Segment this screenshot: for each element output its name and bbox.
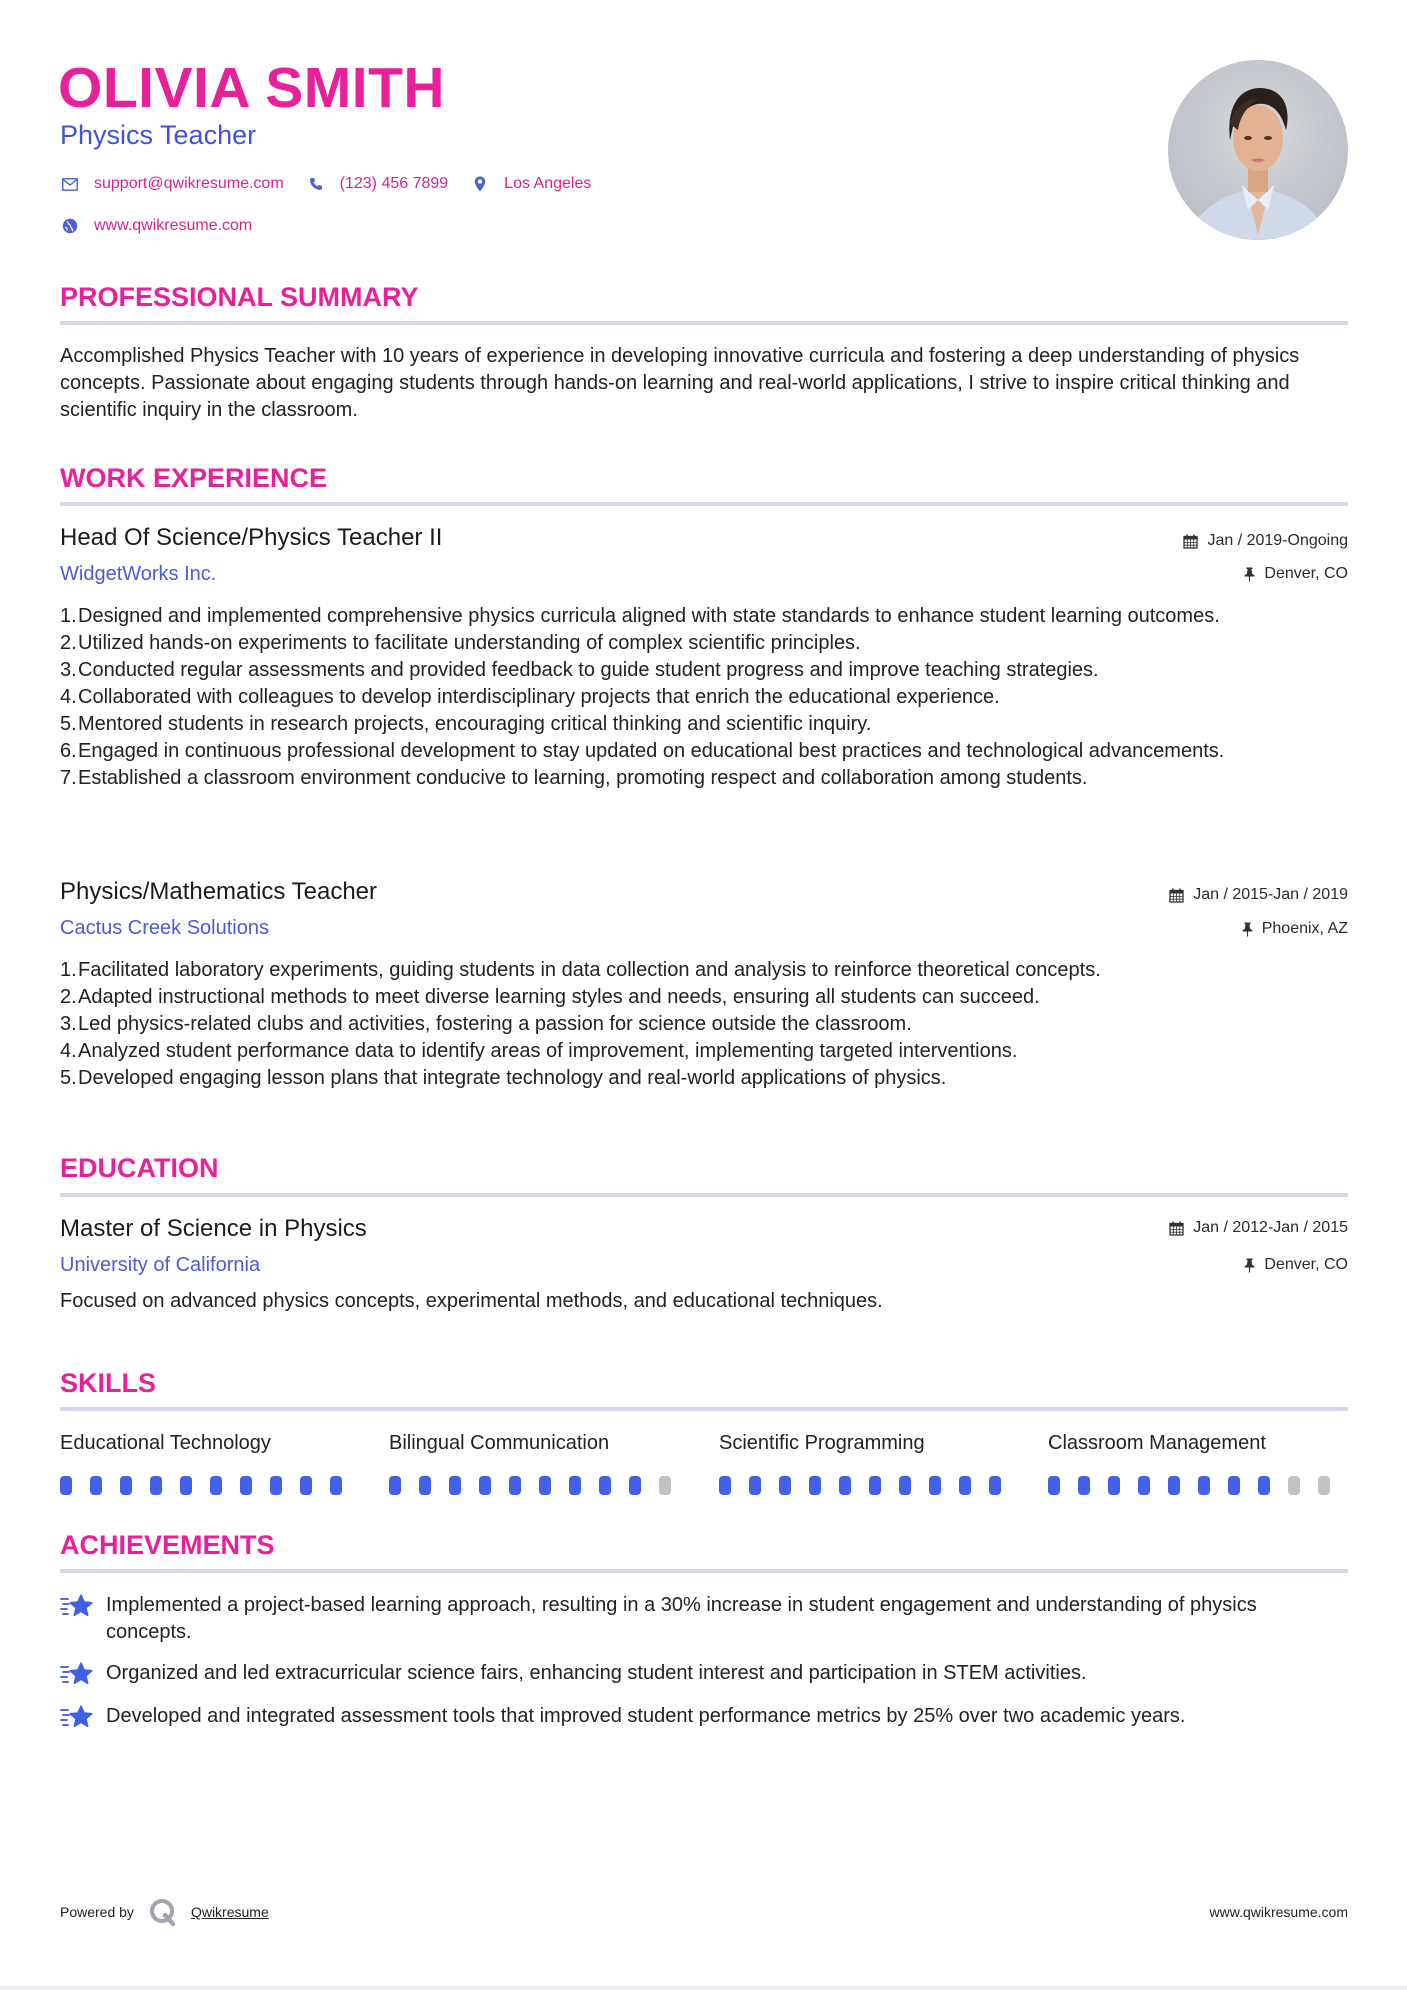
- section-divider: [60, 321, 1348, 325]
- rating-dot-filled: [599, 1476, 611, 1495]
- rating-dot-filled: [180, 1476, 192, 1495]
- rating-dot-filled: [929, 1476, 941, 1495]
- contact-email[interactable]: [60, 174, 284, 194]
- skill-name: Scientific Programming: [719, 1432, 925, 1454]
- achievement-item: [60, 1703, 1348, 1730]
- rating-dot-filled: [779, 1476, 791, 1495]
- achievement-text: Implemented a project-based learning approach, resulting in a 30% increase in student engagement and understanding of physics concepts.: [106, 1594, 1257, 1643]
- skill-name: Classroom Management: [1048, 1432, 1266, 1454]
- job-company: Cactus Creek Solutions: [60, 917, 269, 939]
- rating-dot-filled: [1228, 1476, 1240, 1495]
- skill-rating: [1048, 1476, 1348, 1495]
- rating-dot-filled: [120, 1476, 132, 1495]
- skill-item: [389, 1430, 689, 1495]
- qwikresume-logo-icon: [149, 1898, 177, 1926]
- job-bullets: [60, 957, 1348, 1092]
- rating-dot-filled: [150, 1476, 162, 1495]
- location-text: Los Angeles: [504, 175, 592, 192]
- rating-dot-filled: [270, 1476, 282, 1495]
- education-dates: [1169, 1217, 1348, 1239]
- achievement-item: [60, 1592, 1348, 1646]
- powered-by-label: Powered by: [60, 1904, 134, 1920]
- rating-dot-filled: [449, 1476, 461, 1495]
- rating-dot-filled: [749, 1476, 761, 1495]
- rating-dot-filled: [1198, 1476, 1210, 1495]
- rating-dot-filled: [1078, 1476, 1090, 1495]
- skill-name: Bilingual Communication: [389, 1432, 610, 1454]
- candidate-title: Physics Teacher: [60, 120, 257, 150]
- list-item: 2. Utilized hands-on experiments to facilitate understanding of complex scientific principles.: [60, 632, 861, 654]
- phone-icon: [306, 174, 326, 194]
- rating-dot-empty: [659, 1476, 671, 1495]
- rating-dot-filled: [629, 1476, 641, 1495]
- job-location-text: Denver, CO: [1264, 565, 1348, 582]
- list-item: 1. Facilitated laboratory experiments, guiding students in data collection and analysis to reinforce theoretical concepts.: [60, 959, 1101, 981]
- job-title: Head Of Science/Physics Teacher II: [60, 524, 443, 551]
- section-divider: [60, 1193, 1348, 1197]
- rating-dot-filled: [389, 1476, 401, 1495]
- qwikresume-link[interactable]: Qwikresume: [190, 1904, 269, 1920]
- rating-dot-filled: [90, 1476, 102, 1495]
- job-location: [1242, 918, 1348, 940]
- job-location: [1244, 563, 1348, 585]
- section-divider: [60, 1407, 1348, 1411]
- skill-item: [1048, 1430, 1348, 1495]
- rating-dot-filled: [330, 1476, 342, 1495]
- footer-website[interactable]: www.qwikresume.com: [1209, 1904, 1348, 1920]
- rating-dot-filled: [719, 1476, 731, 1495]
- summary-heading: PROFESSIONAL SUMMARY: [60, 282, 419, 312]
- list-item: 1. Designed and implemented comprehensive physics curricula aligned with state standards to enhance student learning outcomes.: [60, 605, 1220, 627]
- degree-title: Master of Science in Physics: [60, 1215, 367, 1242]
- skill-rating: [719, 1476, 1019, 1495]
- section-divider: [60, 502, 1348, 506]
- skill-name: Educational Technology: [60, 1432, 271, 1454]
- list-item: 3. Led physics-related clubs and activities, fostering a passion for science outside the classroom.: [60, 1013, 912, 1035]
- rating-dot-filled: [809, 1476, 821, 1495]
- list-item: 6. Engaged in continuous professional development to stay updated on educational best practices and technological advancements.: [60, 740, 1225, 762]
- rating-dot-filled: [479, 1476, 491, 1495]
- rating-dot-filled: [1048, 1476, 1060, 1495]
- rating-dot-filled: [539, 1476, 551, 1495]
- list-item: 5. Mentored students in research projects, encouraging critical thinking and scientific inquiry.: [60, 713, 872, 735]
- job-company: WidgetWorks Inc.: [60, 563, 217, 585]
- job-dates: [1183, 530, 1348, 552]
- footer-powered-by: [60, 1898, 269, 1926]
- candidate-name: OLIVIA SMITH: [58, 56, 446, 120]
- list-item: 4. Collaborated with colleagues to develop interdisciplinary projects that enrich the educational experience.: [60, 686, 1000, 708]
- pushpin-icon: [1242, 922, 1253, 937]
- education-heading: EDUCATION: [60, 1153, 219, 1183]
- list-item: 7. Established a classroom environment conducive to learning, promoting respect and collaboration among students.: [60, 767, 1088, 789]
- website-text: www.qwikresume.com: [94, 217, 253, 234]
- rating-dot-filled: [839, 1476, 851, 1495]
- pushpin-icon: [1244, 1258, 1255, 1273]
- achievement-item: [60, 1660, 1348, 1687]
- calendar-icon: [1169, 888, 1184, 903]
- job-dates-text: Jan / 2015-Jan / 2019: [1193, 886, 1348, 903]
- contact-row: [60, 172, 613, 196]
- job-location-text: Phoenix, AZ: [1261, 920, 1348, 937]
- rating-dot-empty: [1318, 1476, 1330, 1495]
- globe-icon: [60, 216, 80, 236]
- page-bottom-band: [0, 1986, 1407, 1990]
- list-item: 3. Conducted regular assessments and provided feedback to guide student progress and improve teaching strategies.: [60, 659, 1099, 681]
- rating-dot-filled: [1108, 1476, 1120, 1495]
- map-pin-icon: [470, 174, 490, 194]
- contact-location: [470, 174, 591, 194]
- rating-dot-filled: [1138, 1476, 1150, 1495]
- rating-dot-filled: [509, 1476, 521, 1495]
- achievement-text: Organized and led extracurricular science fairs, enhancing student interest and participation in STEM activities.: [106, 1662, 1087, 1684]
- rating-dot-filled: [1168, 1476, 1180, 1495]
- calendar-icon: [1183, 534, 1198, 549]
- section-divider: [60, 1569, 1348, 1573]
- star-icon: [60, 1661, 94, 1687]
- list-item: 4. Analyzed student performance data to identify areas of improvement, implementing targeted interventions.: [60, 1040, 1018, 1062]
- skill-item: [719, 1430, 1019, 1495]
- achievements-heading: ACHIEVEMENTS: [60, 1530, 275, 1560]
- skill-rating: [60, 1476, 360, 1495]
- job-dates-text: Jan / 2019-Ongoing: [1207, 532, 1348, 549]
- experience-heading: WORK EXPERIENCE: [60, 463, 328, 493]
- rating-dot-filled: [1258, 1476, 1270, 1495]
- education-description: Focused on advanced physics concepts, experimental methods, and educational techniques.: [60, 1290, 883, 1312]
- skill-rating: [389, 1476, 689, 1495]
- rating-dot-filled: [419, 1476, 431, 1495]
- profile-photo: [1168, 60, 1348, 240]
- school-name: University of California: [60, 1254, 261, 1276]
- email-text: support@qwikresume.com: [94, 175, 284, 192]
- rating-dot-filled: [959, 1476, 971, 1495]
- rating-dot-filled: [569, 1476, 581, 1495]
- phone-text: (123) 456 7899: [339, 175, 449, 192]
- contact-phone[interactable]: [306, 174, 449, 194]
- list-item: 2. Adapted instructional methods to meet diverse learning styles and needs, ensuring all students can succeed.: [60, 986, 1040, 1008]
- rating-dot-empty: [1288, 1476, 1300, 1495]
- skill-item: [60, 1430, 360, 1495]
- star-icon: [60, 1593, 94, 1619]
- contact-row: [60, 214, 274, 238]
- rating-dot-filled: [869, 1476, 881, 1495]
- education-dates-text: Jan / 2012-Jan / 2015: [1193, 1219, 1348, 1236]
- job-dates: [1169, 884, 1348, 906]
- summary-text: Accomplished Physics Teacher with 10 years of experience in developing innovative curricula and fostering a deep understanding of physics concepts. Passionate about engaging students through hands-on learning and real-world applications, I strive to inspire critical thinking and scientific inquiry in the classroom.: [60, 345, 1300, 421]
- rating-dot-filled: [989, 1476, 1001, 1495]
- education-location-text: Denver, CO: [1264, 1256, 1348, 1273]
- rating-dot-filled: [899, 1476, 911, 1495]
- rating-dot-filled: [210, 1476, 222, 1495]
- job-title: Physics/Mathematics Teacher: [60, 878, 378, 905]
- pushpin-icon: [1244, 567, 1255, 582]
- job-bullets: [60, 603, 1348, 792]
- rating-dot-filled: [240, 1476, 252, 1495]
- rating-dot-filled: [60, 1476, 72, 1495]
- star-icon: [60, 1704, 94, 1730]
- contact-website[interactable]: [60, 216, 252, 236]
- rating-dot-filled: [300, 1476, 312, 1495]
- achievement-text: Developed and integrated assessment tools that improved student performance metrics by 25% over two academic years.: [106, 1705, 1186, 1727]
- list-item: 5. Developed engaging lesson plans that integrate technology and real-world applications of physics.: [60, 1067, 947, 1089]
- envelope-icon: [60, 174, 80, 194]
- calendar-icon: [1169, 1221, 1184, 1236]
- education-location: [1244, 1254, 1348, 1276]
- skills-heading: SKILLS: [60, 1368, 157, 1398]
